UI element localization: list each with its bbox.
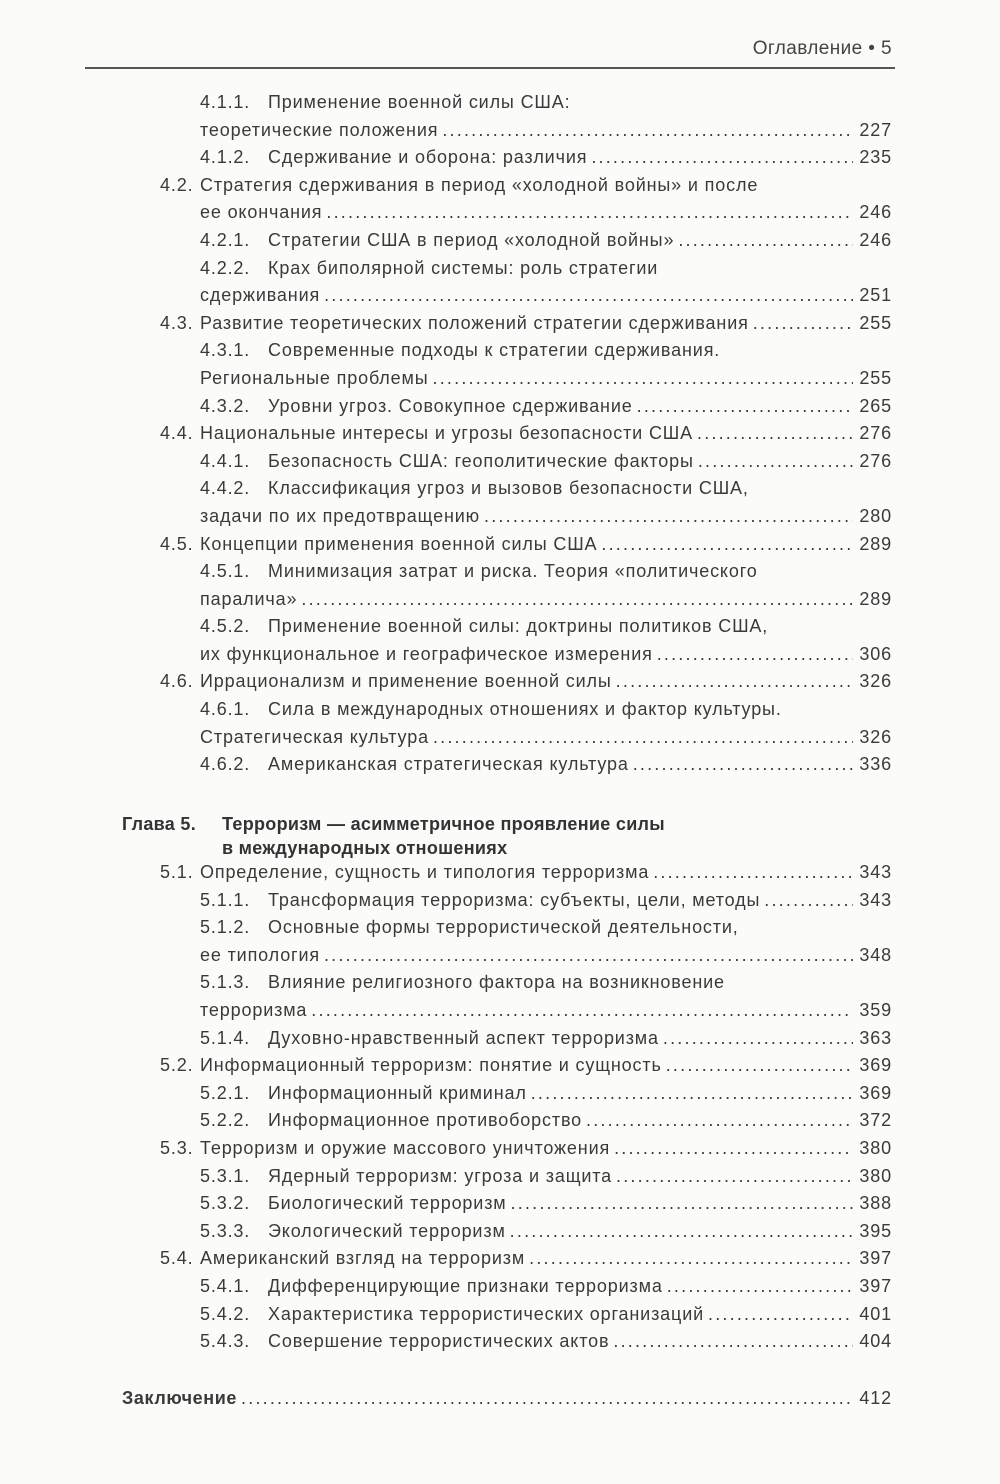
toc-entry[interactable] (0, 558, 1000, 613)
leader-dots (442, 117, 853, 145)
page-number: 289 (859, 588, 892, 609)
section-number: 5.3. (160, 1137, 194, 1158)
section-title: Концепции применения военной силы США (200, 533, 598, 554)
section-number: 4.4.1. (200, 450, 251, 471)
section-number: 4.2.1. (200, 229, 251, 250)
toc-entry[interactable] (0, 89, 1000, 144)
section-title: ее окончания (200, 202, 323, 223)
section-number: 5.2. (160, 1055, 194, 1076)
toc-entry[interactable] (0, 310, 1000, 338)
toc-entry[interactable] (0, 1107, 1000, 1135)
page-number: 235 (859, 147, 892, 168)
section-number: 4.4.2. (200, 478, 251, 499)
entry-text-wrap (268, 1107, 892, 1135)
toc-entry[interactable] (0, 144, 1000, 172)
section-number: 5.4.2. (200, 1303, 251, 1324)
page-number: 404 (859, 1331, 892, 1352)
toc-entry-line (0, 337, 1000, 365)
toc-entry-line (0, 1273, 1000, 1301)
toc-entry-line (0, 144, 1000, 172)
entry-text-wrap (200, 942, 892, 970)
toc-entry-line (0, 117, 1000, 145)
leader-dots (616, 668, 854, 696)
toc-entry-line (0, 420, 1000, 448)
section-title: Основные формы террористической деятельности, (268, 917, 739, 938)
leader-dots (324, 942, 853, 970)
page-number: 326 (859, 726, 892, 747)
toc-conclusion[interactable] (0, 1385, 1000, 1413)
toc-entry-line (0, 942, 1000, 970)
section-title: Биологический терроризм (268, 1193, 507, 1214)
leader-dots (433, 724, 853, 752)
entry-text-wrap (268, 89, 570, 117)
leader-dots (653, 859, 853, 887)
section-title: Применение военной силы США: (268, 92, 571, 112)
section-title: Определение, сущность и типология терроризма (200, 862, 650, 882)
toc-entry[interactable] (0, 859, 1000, 887)
toc-entry-line (0, 199, 1000, 227)
entry-text-wrap (200, 724, 892, 752)
leader-dots (586, 1107, 853, 1135)
section-number: 5.3.1. (200, 1165, 251, 1186)
toc-entry[interactable] (0, 1080, 1000, 1108)
entry-text-wrap (200, 172, 758, 200)
section-title: Сила в международных отношениях и фактор культуры. (268, 699, 782, 720)
section-number: 5.1.1. (200, 889, 251, 910)
toc-entry[interactable] (0, 1052, 1000, 1080)
page-number: 363 (859, 1027, 892, 1048)
entry-text-wrap (268, 227, 892, 255)
section-number: 5.1.3. (200, 972, 251, 993)
page-number: 276 (859, 450, 892, 471)
leader-dots (633, 751, 854, 779)
toc-entry-line (0, 887, 1000, 915)
toc-entry[interactable] (0, 1135, 1000, 1163)
chapter-title-line: Терроризм — асимметричное проявление силы (222, 814, 665, 834)
section-title: Национальные интересы и угрозы безопасности США (200, 423, 693, 444)
entry-text-wrap (200, 199, 892, 227)
section-number: 5.4.3. (200, 1331, 251, 1352)
section-title: сдерживания (200, 285, 321, 306)
toc-conclusion-row[interactable] (0, 1385, 1000, 1413)
toc-conclusion-line (122, 1385, 892, 1413)
toc-entry[interactable] (0, 887, 1000, 915)
entry-text-wrap (200, 641, 892, 669)
section-title: теоретические положения (200, 119, 439, 140)
entry-text-wrap (268, 448, 892, 476)
entry-text-wrap (200, 1245, 892, 1273)
toc-entry-line (0, 751, 1000, 779)
toc-entry[interactable] (0, 1245, 1000, 1273)
section-title: Иррационализм и применение военной силы (200, 671, 612, 692)
leader-dots (326, 199, 853, 227)
page-number: 255 (859, 367, 892, 388)
section-number: 4.3.2. (200, 395, 251, 416)
section-title: Развитие теоретических положений стратегии сдерживания (200, 312, 749, 333)
entry-text-wrap (200, 586, 892, 614)
toc-entry-line (0, 859, 1000, 887)
page-number: 397 (859, 1275, 892, 1296)
page-number: 306 (859, 643, 892, 664)
entry-text-wrap (268, 337, 720, 365)
leader-dots (698, 448, 854, 476)
toc-entry[interactable] (0, 1163, 1000, 1191)
entry-text-wrap (200, 282, 892, 310)
toc-entry-line (0, 531, 1000, 559)
toc-entry[interactable] (0, 1218, 1000, 1246)
leader-dots (510, 1218, 854, 1246)
toc-chapter4-entries (0, 89, 1000, 779)
section-title: Применение военной силы: доктрины политиков США, (268, 616, 769, 637)
toc-entry[interactable] (0, 613, 1000, 668)
entry-text-wrap (268, 613, 768, 641)
section-title: Современные подходы к стратегии сдерживания. (268, 340, 721, 361)
leader-dots (484, 503, 853, 531)
toc-entry[interactable] (0, 1273, 1000, 1301)
toc-entry-line (0, 641, 1000, 669)
section-title: Региональные проблемы (200, 367, 429, 388)
toc-entry-line (0, 310, 1000, 338)
toc-entry-line (0, 1218, 1000, 1246)
entry-text-wrap (200, 1135, 892, 1163)
toc-entry-line (0, 696, 1000, 724)
leader-dots (591, 144, 853, 172)
section-number: 4.3. (160, 312, 194, 333)
page-number: 369 (859, 1055, 892, 1076)
leader-dots (241, 1385, 853, 1413)
toc-entry[interactable] (0, 696, 1000, 751)
running-head: Оглавление • 5 (752, 38, 892, 59)
page-number: 276 (859, 423, 892, 444)
conclusion-title: Заключение (122, 1388, 238, 1408)
toc-entry[interactable] (0, 227, 1000, 255)
entry-text-wrap (268, 1080, 892, 1108)
toc-entry-line (0, 1052, 1000, 1080)
page-number: 255 (859, 312, 892, 333)
toc-entry[interactable] (0, 420, 1000, 448)
section-number: 4.6.2. (200, 754, 251, 775)
entry-text-wrap (200, 1052, 892, 1080)
toc-entry-line (0, 969, 1000, 997)
section-title: Классификация угроз и вызовов безопасности США, (268, 478, 749, 499)
entry-text-wrap (200, 997, 892, 1025)
toc-entry-line (0, 227, 1000, 255)
page-number: 326 (859, 671, 892, 692)
section-number: 5.4.1. (200, 1275, 251, 1296)
toc-entry[interactable] (0, 668, 1000, 696)
entry-text-wrap (268, 1273, 892, 1301)
leader-dots (511, 1190, 854, 1218)
leader-dots (529, 1245, 853, 1273)
entry-text-wrap (200, 310, 892, 338)
toc-entry-line (0, 503, 1000, 531)
leader-dots (764, 887, 853, 915)
section-title: Информационное противоборство (268, 1110, 583, 1131)
section-title: Дифференцирующие признаки терроризма (268, 1275, 663, 1296)
section-number: 4.4. (160, 423, 194, 444)
page-number: 380 (859, 1165, 892, 1186)
leader-dots (678, 227, 853, 255)
toc-entry[interactable] (0, 475, 1000, 530)
toc-entry-line (0, 1080, 1000, 1108)
section-title: Экологический терроризм (268, 1220, 506, 1241)
section-number: 4.2.2. (200, 257, 251, 278)
toc-entry-line (0, 475, 1000, 503)
page-number: 289 (859, 533, 892, 554)
entry-text-wrap (268, 393, 892, 421)
page-number: 246 (859, 229, 892, 250)
section-title: Стратегии США в период «холодной войны» (268, 229, 675, 250)
toc-entry[interactable] (0, 255, 1000, 310)
entry-text-wrap (268, 1301, 892, 1329)
toc-entry-line (0, 448, 1000, 476)
section-title: Трансформация терроризма: субъекты, цели, методы (268, 889, 761, 910)
page-number: 251 (859, 285, 892, 306)
toc-entry-line (0, 1135, 1000, 1163)
entry-text-wrap (200, 859, 892, 887)
toc-entry-line (0, 282, 1000, 310)
toc-entry-line (0, 613, 1000, 641)
leader-dots (311, 997, 853, 1025)
section-title: Уровни угроз. Совокупное сдерживание (268, 395, 633, 416)
leader-dots (666, 1052, 854, 1080)
toc-entry[interactable] (0, 337, 1000, 392)
entry-text-wrap (268, 1163, 892, 1191)
section-title: ее типология (200, 944, 320, 965)
leader-dots (753, 310, 854, 338)
leader-dots (613, 1328, 853, 1356)
toc-entry-line (0, 668, 1000, 696)
toc-entry-line (0, 1190, 1000, 1218)
section-title: Минимизация затрат и риска. Теория «политического (268, 561, 758, 582)
section-title: Совершение террористических актов (268, 1331, 610, 1352)
toc-entry[interactable] (0, 1301, 1000, 1329)
page-number: 401 (859, 1303, 892, 1324)
page-number: 388 (859, 1193, 892, 1214)
entry-text-wrap (268, 751, 892, 779)
page-number: 246 (859, 202, 892, 223)
toc-entry-line (0, 997, 1000, 1025)
leader-dots (637, 393, 854, 421)
leader-dots (616, 1163, 853, 1191)
section-number: 4.5.2. (200, 616, 251, 637)
entry-text-wrap (200, 668, 892, 696)
section-number: 5.2.2. (200, 1110, 251, 1131)
entry-text-wrap (268, 1218, 892, 1246)
section-title: терроризма (200, 999, 308, 1020)
toc-entry[interactable] (0, 531, 1000, 559)
section-number: 5.1.2. (200, 917, 251, 938)
section-title: Американский взгляд на терроризм (200, 1248, 526, 1269)
entry-text-wrap (200, 420, 892, 448)
page-number: 348 (859, 944, 892, 965)
entry-text-wrap (268, 558, 758, 586)
page-number: 280 (859, 505, 892, 526)
entry-text-wrap (268, 887, 892, 915)
section-number: 4.3.1. (200, 340, 251, 361)
entry-text-wrap (268, 1328, 892, 1356)
entry-text-wrap (200, 365, 892, 393)
toc-entry-line (0, 914, 1000, 942)
toc-entry[interactable] (0, 914, 1000, 969)
section-title: Стратегия сдерживания в период «холодной войны» и после (200, 174, 759, 195)
chapter-title (222, 812, 665, 860)
section-number: 5.1. (160, 862, 194, 882)
section-title: Влияние религиозного фактора на возникновение (268, 972, 725, 993)
toc-entry[interactable] (0, 1025, 1000, 1053)
section-number: 4.1.2. (200, 147, 251, 168)
chapter-title-line: в международных отношениях (222, 838, 508, 858)
toc-entry[interactable] (0, 969, 1000, 1024)
toc-entry-line (0, 1301, 1000, 1329)
section-title: Крах биполярной системы: роль стратегии (268, 257, 659, 278)
page-number: 343 (859, 862, 892, 882)
section-number: 5.3.2. (200, 1193, 251, 1214)
section-number: 5.3.3. (200, 1220, 251, 1241)
leader-dots (708, 1301, 853, 1329)
leader-dots (667, 1273, 854, 1301)
chapter-label: Глава 5. (122, 814, 197, 834)
section-title: Духовно-нравственный аспект терроризма (268, 1027, 659, 1048)
page-number: 336 (859, 754, 892, 775)
section-title: Безопасность США: геополитические факторы (268, 450, 694, 471)
section-title: Американская стратегическая культура (268, 754, 629, 775)
leader-dots (614, 1135, 853, 1163)
section-number: 4.5. (160, 533, 194, 554)
section-number: 4.5.1. (200, 561, 251, 582)
leader-dots (697, 420, 853, 448)
toc-entry-line (0, 586, 1000, 614)
section-title: Ядерный терроризм: угроза и защита (268, 1165, 613, 1186)
page-number: 359 (859, 999, 892, 1020)
entry-text-wrap (200, 503, 892, 531)
toc-entry-line (0, 1025, 1000, 1053)
section-title: их функциональное и географическое измерения (200, 643, 653, 664)
toc-entry[interactable] (0, 448, 1000, 476)
section-number: 4.6.1. (200, 699, 251, 720)
entry-text-wrap (268, 1190, 892, 1218)
page-number: 372 (859, 1110, 892, 1131)
toc-entry-line (0, 724, 1000, 752)
toc-entry-line (0, 255, 1000, 283)
entry-text-wrap (268, 475, 749, 503)
section-title: Терроризм и оружие массового уничтожения (200, 1137, 611, 1158)
section-title: Характеристика террористических организаций (268, 1303, 705, 1324)
header-rule (85, 67, 895, 69)
toc-entry-line (0, 1107, 1000, 1135)
page-number: 369 (859, 1082, 892, 1103)
toc-entry-line (0, 1328, 1000, 1356)
entry-text-wrap (268, 144, 892, 172)
toc-entry[interactable] (0, 393, 1000, 421)
page-number: 412 (859, 1388, 892, 1408)
section-title: паралича» (200, 588, 298, 609)
entry-text-wrap (268, 969, 725, 997)
leader-dots (531, 1080, 854, 1108)
leader-dots (433, 365, 854, 393)
section-title: Стратегическая культура (200, 726, 429, 747)
toc-entry[interactable] (0, 1328, 1000, 1356)
page-number: 343 (859, 889, 892, 910)
leader-dots (301, 586, 853, 614)
section-title: Сдерживание и оборона: различия (268, 147, 588, 168)
toc-entry-line (0, 1163, 1000, 1191)
leader-dots (657, 641, 854, 669)
page-number: 265 (859, 395, 892, 416)
toc-entry-line (0, 89, 1000, 117)
section-title: Информационный криминал (268, 1082, 527, 1103)
toc-entry[interactable] (0, 751, 1000, 779)
toc-entry-line (0, 172, 1000, 200)
entry-text-wrap (268, 696, 782, 724)
toc-entry-line (0, 365, 1000, 393)
section-number: 5.4. (160, 1248, 194, 1269)
toc-entry[interactable] (0, 1190, 1000, 1218)
section-number: 5.2.1. (200, 1082, 251, 1103)
page-number: 380 (859, 1137, 892, 1158)
entry-text-wrap (200, 531, 892, 559)
section-number: 4.6. (160, 671, 194, 692)
page-number: 395 (859, 1220, 892, 1241)
entry-text-wrap (268, 914, 739, 942)
entry-text-wrap (200, 117, 892, 145)
leader-dots (663, 1025, 854, 1053)
leader-dots (601, 531, 853, 559)
page-number: 227 (859, 119, 892, 140)
toc-entry[interactable] (0, 172, 1000, 227)
section-title: задачи по их предотвращению (200, 505, 481, 526)
section-number: 4.2. (160, 174, 194, 195)
section-number: 4.1.1. (200, 92, 251, 112)
entry-text-wrap (268, 1025, 892, 1053)
entry-text-wrap (268, 255, 658, 283)
toc-entry-line (0, 1245, 1000, 1273)
toc-entry-line (0, 393, 1000, 421)
section-number: 5.1.4. (200, 1027, 251, 1048)
page-number: 397 (859, 1248, 892, 1269)
toc-entry-line (0, 558, 1000, 586)
leader-dots (324, 282, 853, 310)
toc-chapter5-entries (0, 859, 1000, 1356)
section-title: Информационный терроризм: понятие и сущность (200, 1055, 662, 1076)
